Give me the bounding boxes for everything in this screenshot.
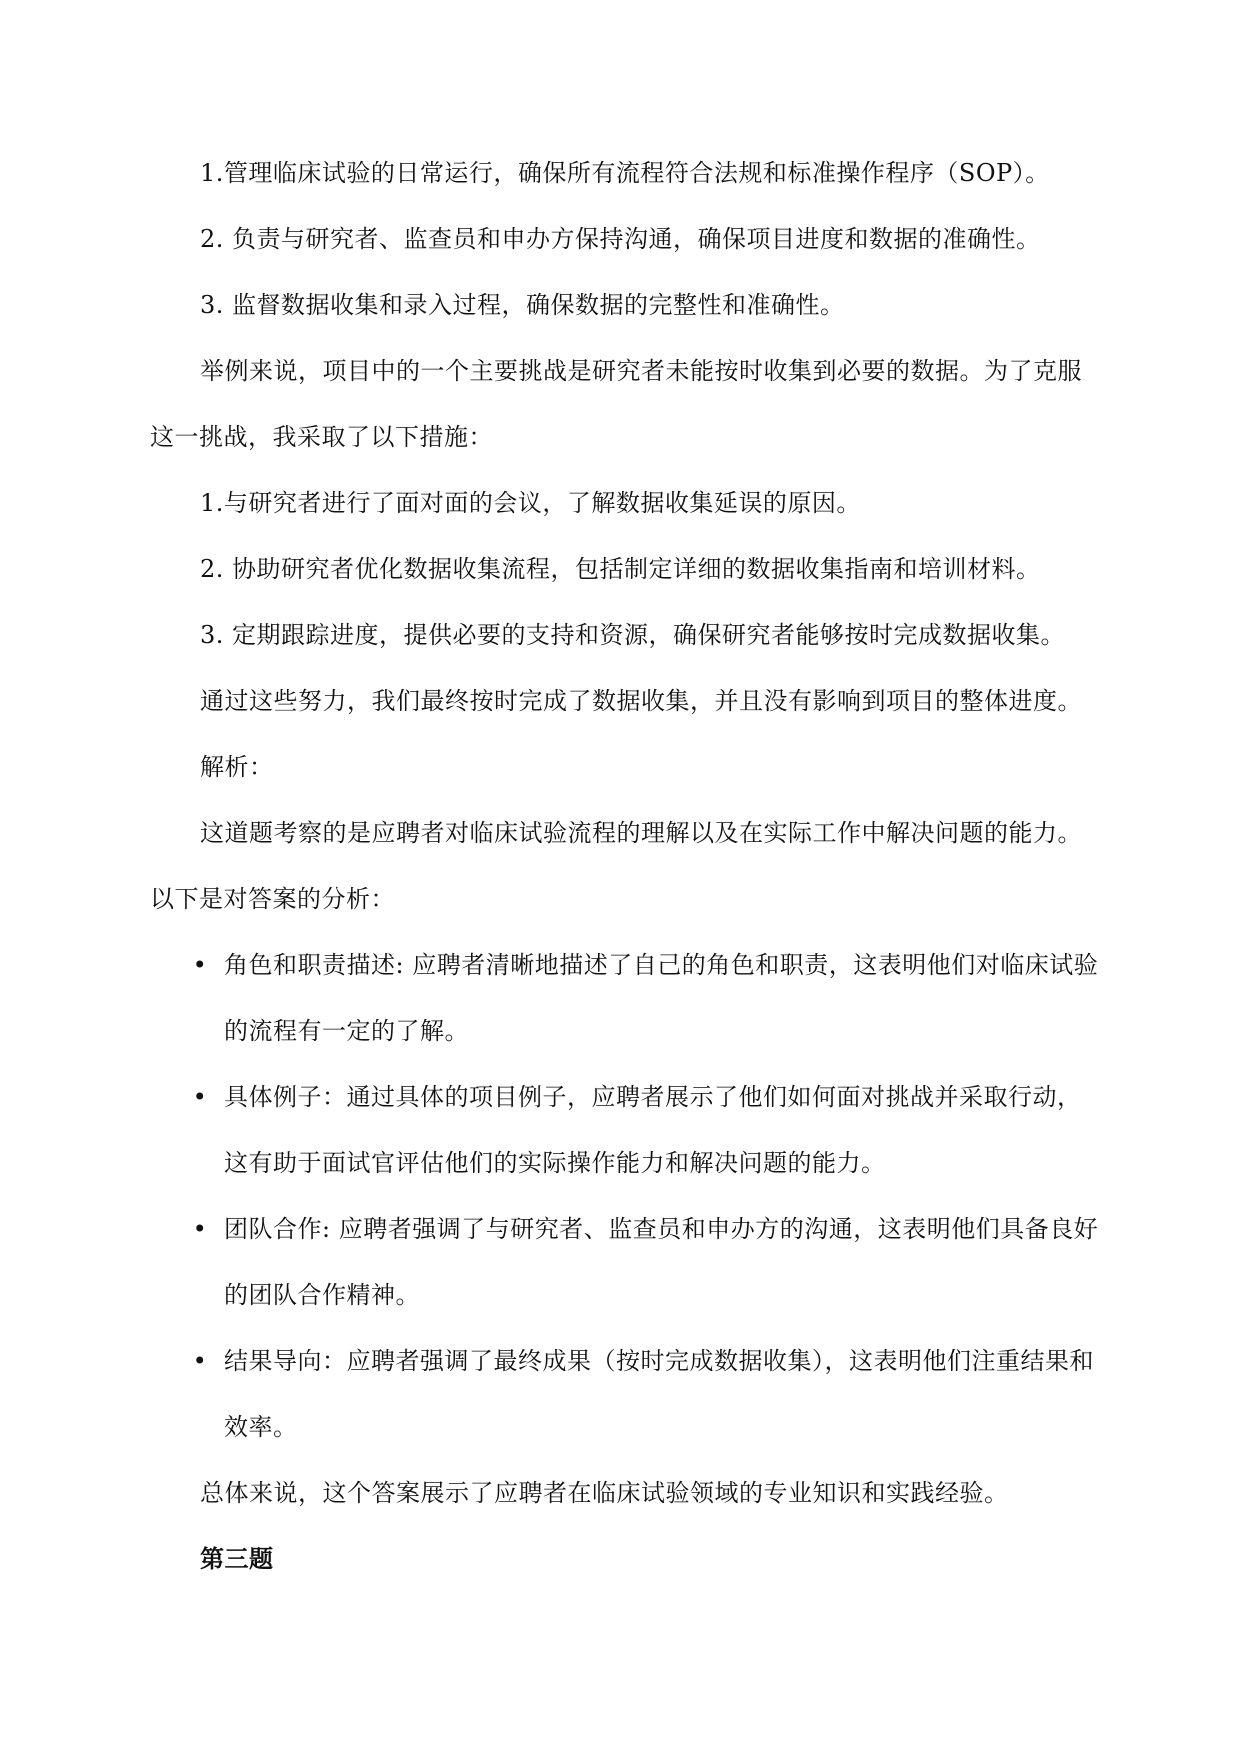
bullet-icon: • xyxy=(192,1083,208,1111)
section-heading-question-3: 第三题 xyxy=(200,1545,274,1573)
summary-paragraph: 总体来说，这个答案展示了应聘者在临床试验领域的专业知识和实践经验。 xyxy=(200,1479,1009,1507)
duty-item-1: 1.管理临床试验的日常运行，确保所有流程符合法规和标准操作程序（SOP）。 xyxy=(200,159,1050,187)
analysis-intro-paragraph: 这道题考察的是应聘者对临床试验流程的理解以及在实际工作中解决问题的能力。以下是对答案的分析： xyxy=(150,819,1082,913)
analysis-bullet-4 xyxy=(150,1328,1100,1460)
measure-item-2: 2. 协助研究者优化数据收集流程，包括制定详细的数据收集指南和培训材料。 xyxy=(200,555,1041,583)
analysis-bullet-list xyxy=(150,932,1100,1460)
analysis-bullet-1 xyxy=(150,932,1100,1064)
bullet-icon: • xyxy=(192,1215,208,1243)
bullet-text: 角色和职责描述: 应聘者清晰地描述了自己的角色和职责，这表明他们对临床试验的流程有一定的了解。 xyxy=(224,951,1099,1045)
bullet-text: 结果导向：应聘者强调了最终成果（按时完成数据收集），这表明他们注重结果和效率。 xyxy=(224,1347,1094,1441)
duty-item-3: 3. 监督数据收集和录入过程，确保数据的完整性和准确性。 xyxy=(200,291,845,319)
bullet-icon: • xyxy=(192,951,208,979)
duty-item-2: 2. 负责与研究者、监查员和申办方保持沟通，确保项目进度和数据的准确性。 xyxy=(200,225,1041,253)
document-body xyxy=(150,140,1100,1592)
bullet-text: 团队合作: 应聘者强调了与研究者、监查员和申办方的沟通，这表明他们具备良好的团队合作精神。 xyxy=(224,1215,1099,1309)
measure-item-3: 3. 定期跟踪进度，提供必要的支持和资源，确保研究者能够按时完成数据收集。 xyxy=(200,621,1066,649)
example-intro-paragraph: 举例来说，项目中的一个主要挑战是研究者未能按时收集到必要的数据。为了克服这一挑战，我采取了以下措施： xyxy=(150,357,1082,451)
analysis-bullet-2 xyxy=(150,1064,1100,1196)
measure-item-1: 1.与研究者进行了面对面的会议，了解数据收集延误的原因。 xyxy=(200,489,861,517)
bullet-text: 具体例子：通过具体的项目例子，应聘者展示了他们如何面对挑战并采取行动，这有助于面试官评估他们的实际操作能力和解决问题的能力。 xyxy=(224,1083,1082,1177)
analysis-bullet-3 xyxy=(150,1196,1100,1328)
analysis-label: 解析： xyxy=(200,753,274,781)
result-paragraph: 通过这些努力，我们最终按时完成了数据收集，并且没有影响到项目的整体进度。 xyxy=(200,687,1082,715)
bullet-icon: • xyxy=(192,1347,208,1375)
